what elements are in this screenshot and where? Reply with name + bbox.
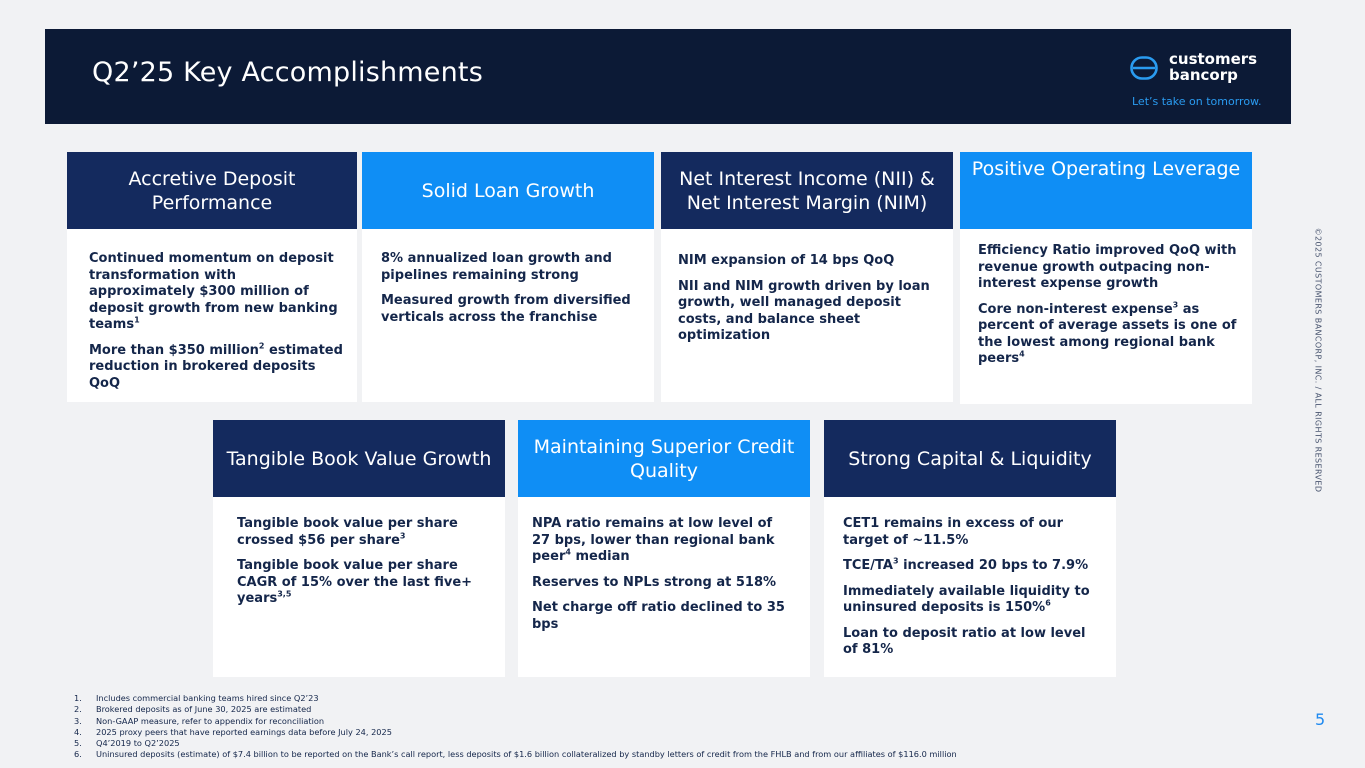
- card-item: Efficiency Ratio improved QoQ with revenue growth outpacing non-interest expense growth: [978, 243, 1237, 291]
- logo-line-1: customers: [1169, 50, 1258, 68]
- card-nii-nim: [661, 152, 953, 402]
- card-title: Positive Operating Leverage: [960, 152, 1252, 229]
- footnote: 5. Q4’2019 to Q2’2025: [74, 738, 180, 749]
- card-item: CET1 remains in excess of our target of ~11.5%: [843, 516, 1064, 548]
- card-item: TCE/$TA^3$ increased 20 bps to 7.9%: [843, 556, 1089, 573]
- card-item: Tangible book value per share crossed $56 per share$^3$: [237, 516, 458, 548]
- card-title: Tangible Book Value Growth: [213, 420, 505, 497]
- card-item: 8% annualized loan growth and pipelines remaining strong: [381, 251, 612, 283]
- card-solid-loan-growth: [362, 152, 654, 402]
- card-body: [213, 497, 505, 608]
- footnotes: [74, 693, 957, 761]
- logo-mark-icon: [1130, 56, 1158, 80]
- card-body: [518, 497, 810, 633]
- company-logo: [1130, 51, 1280, 111]
- card-body: [960, 229, 1252, 368]
- logo-line-2: bancorp: [1169, 66, 1238, 84]
- card-title: Strong Capital & Liquidity: [824, 420, 1116, 497]
- card-item: Loan to deposit ratio at low level of 81%: [843, 625, 1086, 657]
- logo-tagline: Let’s take on tomorrow.: [1132, 95, 1262, 108]
- card-item: NII and NIM growth driven by loan growth, well managed deposit costs, and balance sheet optimization: [678, 278, 930, 343]
- card-tangible-book-value: [213, 420, 505, 677]
- card-item: Net charge off ratio declined to 35 bps: [532, 600, 785, 632]
- card-item: Reserves to NPLs strong at 518%: [532, 574, 777, 590]
- card-title: Net Interest Income (NII) & Net Interest Margin (NIM): [661, 152, 953, 229]
- card-body: [67, 229, 357, 392]
- card-credit-quality: [518, 420, 810, 677]
- card-operating-leverage: [960, 152, 1252, 404]
- card-item: Immediately available liquidity to uninsured deposits is 150%$^6$: [843, 583, 1090, 615]
- copyright-notice: ©2025 CUSTOMERS BANCORP, INC. / ALL RIGHTS RESERVED: [1313, 227, 1323, 493]
- page-number: 5: [1315, 710, 1326, 729]
- footnote: 4. 2025 proxy peers that have reported earnings data before July 24, 2025: [74, 726, 392, 737]
- footnote: 3. Non-GAAP measure, refer to appendix for reconciliation: [74, 715, 325, 726]
- footnote: 1. Includes commercial banking teams hired since Q2’23: [74, 693, 319, 703]
- card-item: Continued momentum on deposit transformation with approximately $300 million of deposit growth from new banking teams$^1$: [89, 251, 338, 332]
- footnote: 2. Brokered deposits as of June 30, 2025 are estimated: [74, 704, 312, 715]
- card-item: NIM expansion of 14 bps QoQ: [678, 253, 895, 268]
- card-body: [824, 497, 1116, 659]
- page-title: Q2’25 Key Accomplishments: [92, 57, 483, 88]
- card-item: Measured growth from diversified verticals across the franchise: [381, 293, 631, 325]
- card-body: [362, 229, 654, 326]
- card-body: [661, 229, 953, 345]
- card-accretive-deposit: [67, 152, 357, 402]
- card-item: NPA ratio remains at low level of 27 bps, lower than regional bank peer$^4$ median: [532, 516, 775, 564]
- card-title: Maintaining Superior Credit Quality: [518, 420, 810, 497]
- card-item: Core non-interest expense$^3$ as percent of average assets is one of the lowest among regional bank peers$^4$: [978, 300, 1237, 366]
- header-banner: [45, 29, 1291, 124]
- card-title: Solid Loan Growth: [362, 152, 654, 229]
- footnote: 6. Uninsured deposits (estimate) of $7.4 billion to be reported on the Bank’s call report, less deposits of $1.6 billion collateralized by standby letters of credit from the FHLB and from our affiliates of $116.0 million: [74, 749, 957, 760]
- card-item: More than $350 million$^2$ estimated reduction in brokered deposits QoQ: [89, 341, 343, 391]
- card-capital-liquidity: [824, 420, 1116, 677]
- logo-wordmark: [1169, 51, 1279, 83]
- card-item: Tangible book value per share CAGR of 15% over the last five+ years$^{3,5}$: [237, 558, 473, 606]
- card-title: Accretive Deposit Performance: [67, 152, 357, 229]
